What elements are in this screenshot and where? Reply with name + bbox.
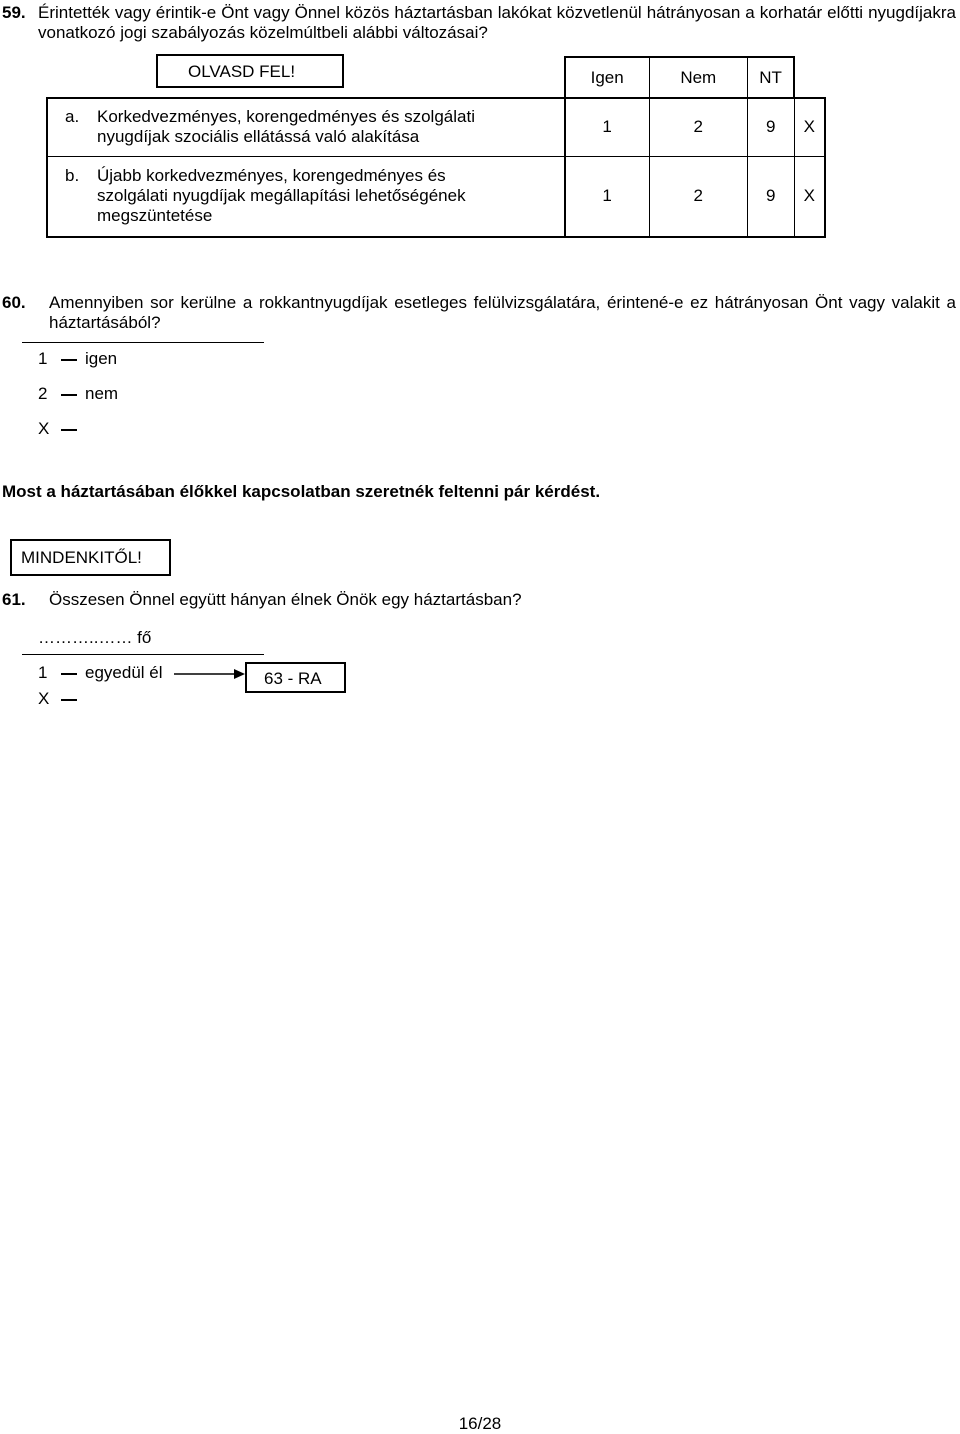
q61-answer-1[interactable] [38, 663, 163, 683]
q60-divider [22, 342, 264, 343]
q60-text: Amennyiben sor kerülne a rokkantnyugdíjak esetleges felülvizsgálatára, érintené-e ez hátrányosan Önt vagy valakit a háztartásából? [49, 293, 956, 332]
q59-row-b-code-x[interactable]: X [794, 156, 825, 237]
q59-col-nt: NT [747, 57, 794, 98]
q61-answer-1-label: egyedül él [85, 663, 163, 682]
q61-number: 61. [2, 590, 26, 609]
q61-text: Összesen Önnel együtt hányan élnek Önök egy háztartásban? [49, 590, 522, 609]
q59-row-b-code-2[interactable]: 2 [649, 156, 747, 237]
q61-answer-1-code: 1 [38, 663, 48, 682]
instruction-all-box [10, 539, 171, 576]
table-row [47, 156, 825, 237]
q59-number: 59. [2, 3, 26, 22]
q59-row-b-code-9[interactable]: 9 [747, 156, 794, 237]
q60-answer-x-dash [61, 429, 77, 431]
table-row [47, 98, 825, 156]
q59-row-a-code-9[interactable]: 9 [747, 98, 794, 156]
q59-text: Érintették vagy érintik-e Önt vagy Önnel közös háztartásban lakókat közvetlenül hátrányosan a korhatár előtti nyugdíjakra vonatkozó jogi szabályozás közelmúltbeli alábbi változásai? [38, 3, 956, 42]
q60-answer-1-label: igen [85, 349, 118, 368]
q59-row-a-code-1[interactable]: 1 [565, 98, 649, 156]
q59-row-a-text: Korkedvezményes, korengedményes és szolgálati nyugdíjak szociális ellátássá való alakítása [97, 107, 475, 147]
q59-row-a-code-2[interactable]: 2 [649, 98, 747, 156]
q59-row-a-label [47, 98, 565, 156]
page-number: 16/28 [458, 1414, 502, 1433]
q61-skip-target: 63 - RA [264, 669, 322, 688]
q61-answer-x-dash [61, 699, 77, 701]
q61-answer-1-dash [61, 673, 77, 675]
q61-divider [22, 654, 264, 655]
section-heading: Most a háztartásában élőkkel kapcsolatban szeretnék feltenni pár kérdést. [2, 482, 601, 501]
q59-row-b-label [47, 156, 565, 237]
q60-answer-1-dash [61, 359, 77, 361]
q59-header-blank-right [794, 57, 825, 98]
skip-arrow-icon [174, 665, 246, 685]
q59-row-b-code-1[interactable]: 1 [565, 156, 649, 237]
q59-header-blank [47, 57, 565, 98]
q60-answer-1-code: 1 [38, 349, 48, 368]
q61-skip-box [245, 662, 346, 693]
q60-answer-2-dash [61, 394, 77, 396]
q60-answer-x[interactable] [38, 419, 85, 439]
q59-instruction: OLVASD FEL! [188, 62, 296, 81]
q59-row-a-letter: a. [65, 107, 80, 127]
q59-table [46, 56, 826, 238]
q59-row-a-code-x[interactable]: X [794, 98, 825, 156]
q60-answer-1[interactable] [38, 349, 117, 369]
q59-col-igen: Igen [565, 57, 649, 98]
q61-answer-x-code: X [38, 689, 50, 708]
q61-fill-in[interactable]: ………..…… fő [38, 628, 152, 647]
q60-answer-2-label: nem [85, 384, 119, 403]
q60-number: 60. [2, 293, 26, 312]
q59-col-nem: Nem [649, 57, 747, 98]
q59-row-b-text: Újabb korkedvezményes, korengedményes és szolgálati nyugdíjak megállapítási lehetőségének megszüntetése [97, 166, 466, 226]
q60-answer-2-code: 2 [38, 384, 48, 403]
instruction-all: MINDENKITŐL! [21, 548, 142, 567]
q60-answer-2[interactable] [38, 384, 118, 404]
q60-answer-x-code: X [38, 419, 50, 438]
q61-answer-x[interactable] [38, 689, 85, 709]
q59-row-b-letter: b. [65, 166, 80, 186]
